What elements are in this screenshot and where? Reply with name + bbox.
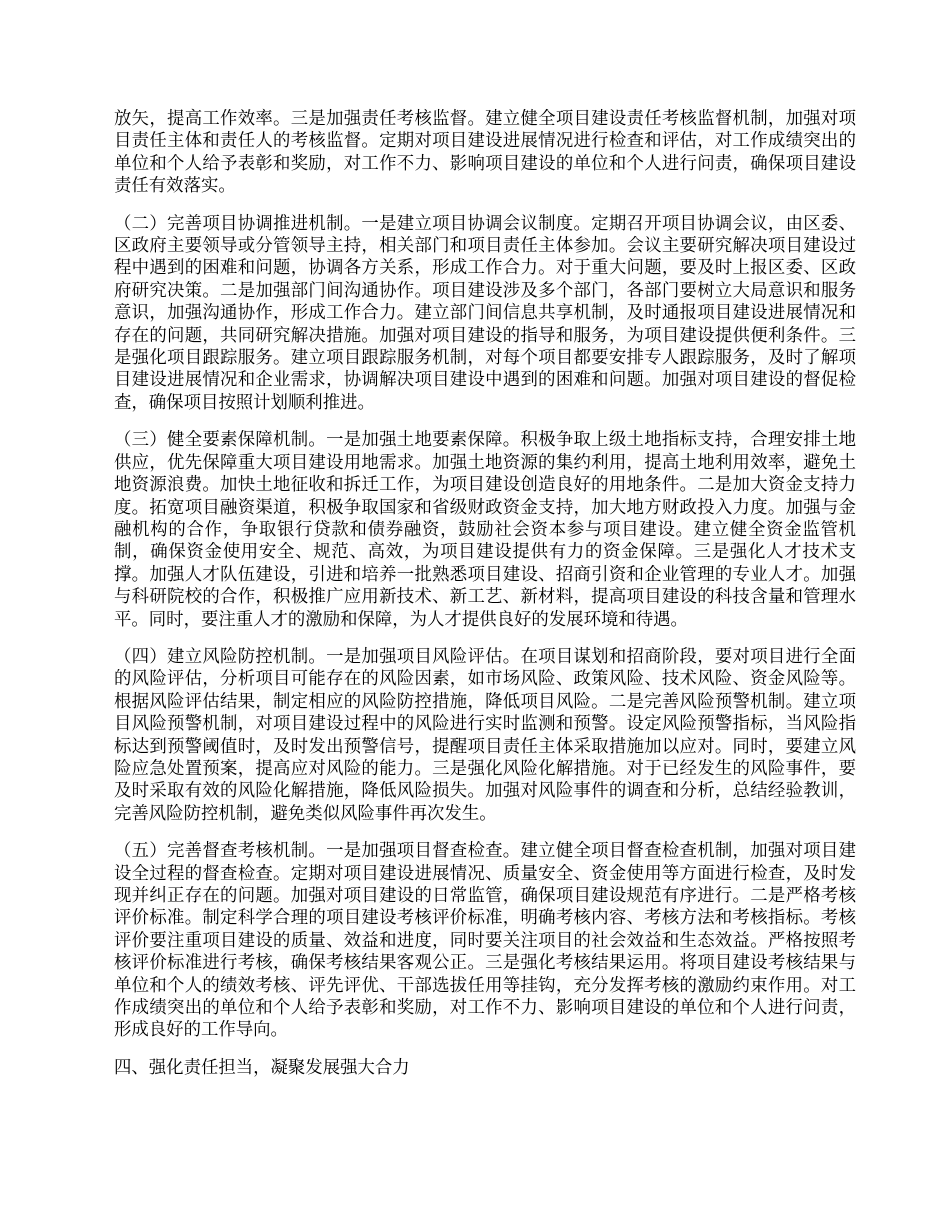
paragraph-coordination-mechanism: （二）完善项目协调推进机制。一是建立项目协调会议制度。定期召开项目协调会议，由区委、区政府主要领导或分管领导主持，相关部门和项目责任主体参加。会议主要研究解决项目建设过程中遇到的困难和问题，协调各方关系，形成工作合力。对于重大问题，要及时上报区委、区政府研究决策。二是加强部门间沟通协作。项目建设涉及多个部门，各部门要树立大局意识和服务意识，加强沟通协作，形成工作合力。建立部门间信息共享机制，及时通报项目建设进展情况和存在的问题，共同研究解决措施。加强对项目建设的指导和服务，为项目建设提供便利条件。三是强化项目跟踪服务。建立项目跟踪服务机制，对每个项目都要安排专人跟踪服务，及时了解项目建设进展情况和企业需求，协调解决项目建设中遇到的困难和问题。加强对项目建设的督促检查，确保项目按照计划顺利推进。 [114,213,856,413]
paragraph-resource-guarantee: （三）健全要素保障机制。一是加强土地要素保障。积极争取上级土地指标支持，合理安排土地供应，优先保障重大项目建设用地需求。加强土地资源的集约利用，提高土地利用效率，避免土地资源浪费。加快土地征收和拆迁工作，为项目建设创造良好的用地条件。二是加大资金支持力度。拓宽项目融资渠道，积极争取国家和省级财政资金支持，加大地方财政投入力度。加强与金融机构的合作，争取银行贷款和债券融资，鼓励社会资本参与项目建设。建立健全资金监管机制，确保资金使用安全、规范、高效，为项目建设提供有力的资金保障。三是强化人才技术支撑。加强人才队伍建设，引进和培养一批熟悉项目建设、招商引资和企业管理的专业人才。加强与科研院校的合作，积极推广应用新技术、新工艺、新材料，提高项目建设的科技含量和管理水平。同时，要注重人才的激励和保障，为人才提供良好的发展环境和待遇。 [114,430,856,630]
document-page [114,108,856,1079]
paragraph-supervision-assessment: （五）完善督查考核机制。一是加强项目督查检查。建立健全项目督查检查机制，加强对项目建设全过程的督查检查。定期对项目建设进展情况、质量安全、资金使用等方面进行检查，及时发现并纠正存在的问题。加强对项目建设的日常监管，确保项目建设规范有序进行。二是严格考核评价标准。制定科学合理的项目建设考核评价标准，明确考核内容、考核方法和考核指标。考核评价要注重项目建设的质量、效益和进度，同时要关注项目的社会效益和生态效益。严格按照考核评价标准进行考核，确保考核结果客观公正。三是强化考核结果运用。将项目建设考核结果与单位和个人的绩效考核、评先评优、干部选拔任用等挂钩，充分发挥考核的激励约束作用。对工作成绩突出的单位和个人给予表彰和奖励，对工作不力、影响项目建设的单位和个人进行问责，形成良好的工作导向。 [114,841,856,1041]
paragraph-risk-control: （四）建立风险防控机制。一是加强项目风险评估。在项目谋划和招商阶段，要对项目进行全面的风险评估，分析项目可能存在的风险因素，如市场风险、政策风险、技术风险、资金风险等。根据风险评估结果，制定相应的风险防控措施，降低项目风险。二是完善风险预警机制。建立项目风险预警机制，对项目建设过程中的风险进行实时监测和预警。设定风险预警指标，当风险指标达到预警阈值时，及时发出预警信号，提醒项目责任主体采取措施加以应对。同时，要建立风险应急处置预案，提高应对风险的能力。三是强化风险化解措施。对于已经发生的风险事件，要及时采取有效的风险化解措施，降低风险损失。加强对风险事件的调查和分析，总结经验教训，完善风险防控机制，避免类似风险事件再次发生。 [114,646,856,824]
paragraph-responsibility-supervision: 放矢，提高工作效率。三是加强责任考核监督。建立健全项目建设责任考核监督机制，加强对项目责任主体和责任人的考核监督。定期对项目建设进展情况进行检查和评估，对工作成绩突出的单位和个人给予表彰和奖励，对工作不力、影响项目建设的单位和个人进行问责，确保项目建设责任有效落实。 [114,109,856,197]
section-heading: 四、强化责任担当，凝聚发展强大合力 [114,1057,410,1078]
